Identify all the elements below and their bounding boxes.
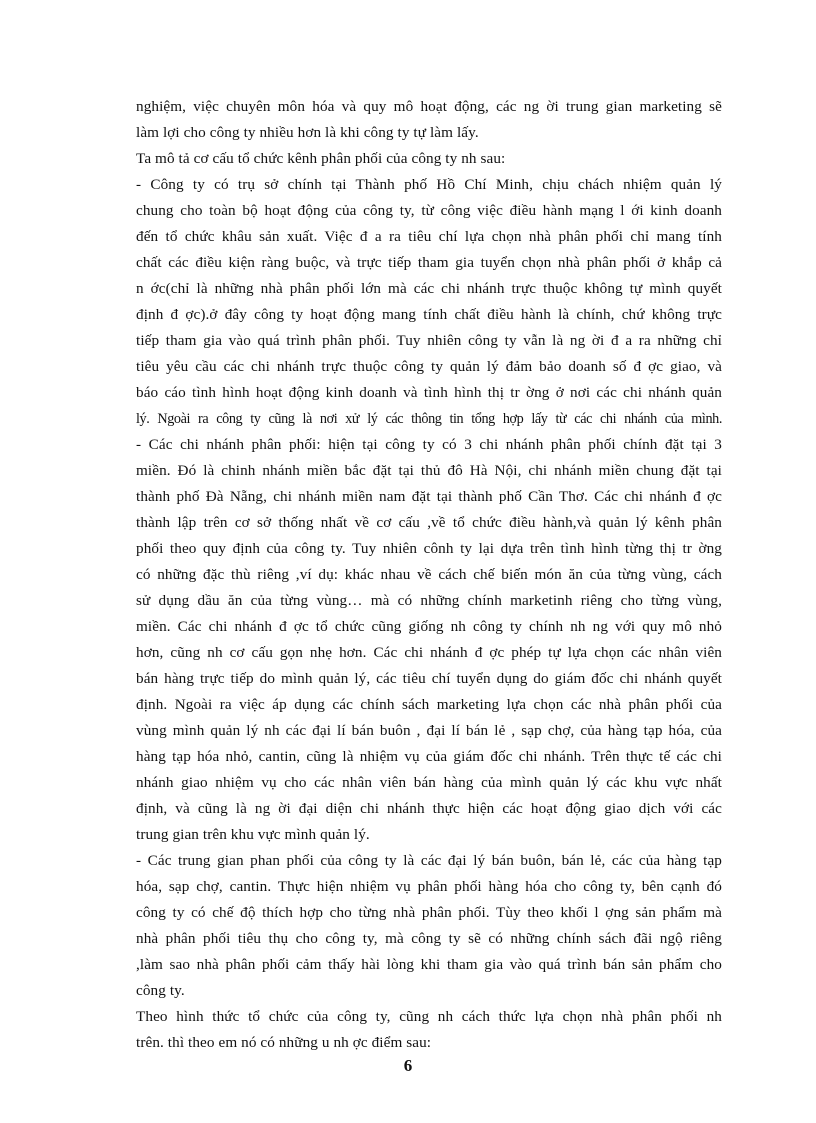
text-line: nghiệm, việc chuyên môn hóa và quy mô hoạt động, các ng ời trung gian marketing sẽ [136,98,722,115]
text-line: thành phố Đà Nẵng, chi nhánh miền nam đặt tại thành phố Cần Thơ. Các chi nhánh đ ợc [136,488,722,505]
text-line: trên. thì theo em nó có những u nh ợc điểm sau: [136,1034,432,1051]
text-line: nhà phân phối tiêu thụ cho công ty, mà công ty sẽ có những chính sách đãi ngộ riêng [136,930,722,947]
text-line: tiếp tham gia vào quá trình phân phối. Tuy nhiên công ty vẫn là ng ời đ a ra những chỉ [136,332,722,349]
text-line: lý. Ngoài ra công ty cũng là nơi xử lý các thông tin tổng hợp lấy từ các chi nhánh của mình. [136,411,722,427]
text-line: định. Ngoài ra việc áp dụng các chính sách marketing lựa chọn các nhà phân phối của [136,696,722,713]
text-line: định, và cũng là ng ời đại diện chi nhánh thực hiện các hoạt động giao dịch với các [136,800,722,817]
text-line: trung gian trên khu vực mình quản lý. [136,826,370,843]
text-line: phối theo quy định của công ty. Tuy nhiên cônh ty lại dựa trên tình hình từng thị tr ờng [136,540,722,557]
text-line: miền. Đó là chinh nhánh miền bắc đặt tại thủ đô Hà Nội, chi nhánh miền chung đặt tại [136,462,722,479]
text-line: n ớc(chỉ là những nhà phân phối lớn mà các chi nhánh trực thuộc không tự mình quyết [136,280,722,297]
text-line: Ta mô tả cơ cấu tổ chức kênh phân phối của công ty nh sau: [136,150,506,167]
text-line: thành lập trên cơ sở thống nhất về cơ cấu ,về tổ chức điều hành,và quản lý kênh phân [136,514,722,531]
text-line: công ty. [136,982,185,999]
text-line: chất các điều kiện ràng buộc, và trực tiếp tham gia tuyển chọn nhà phân phối ở khắp cả [136,254,722,271]
text-line: làm lợi cho công ty nhiều hơn là khi công ty tự làm lấy. [136,124,479,141]
text-line: ,làm sao nhà phân phối cảm thấy hài lòng khi tham gia vào quá trình bán sản phẩm cho [136,956,722,973]
text-line: chung cho toàn bộ hoạt động của công ty, từ công việc điều hành mạng l ới kinh doanh [136,202,722,219]
text-line: miền. Các chi nhánh đ ợc tổ chức cũng giống nh công ty chính nh ng với quy mô nhỏ [136,618,722,635]
text-line: vùng mình quản lý nh các đại lí bán buôn , đại lí bán lẻ , sạp chợ, của hàng tạp hóa, của [136,722,722,739]
text-line: công ty có chế độ thích hợp cho từng nhà phân phối. Tùy theo khối l ợng sản phẩm mà [136,904,722,921]
text-line: nhánh giao nhiệm vụ cho các nhân viên bán hàng của mình quản lý các khu vực nhất [136,774,722,791]
text-line: có những đặc thù riêng ,ví dụ: khác nhau về cách chế biến món ăn của từng vùng, cách [136,566,722,583]
text-line: hàng tạp hóa nhỏ, cantin, cũng là nhiệm vụ của giám đốc chi nhánh. Trên thực tế các chi [136,748,722,765]
text-line: bán hàng trực tiếp do mình quản lý, các tiêu chí tuyển dụng do giám đốc chi nhánh quyết [136,670,722,687]
text-line: - Các trung gian phan phối của công ty là các đại lý bán buôn, bán lẻ, các của hàng tạp [136,852,722,869]
text-line: định đ ợc).ở đây công ty hoạt động mang tính chất điều hành là chính, chứ không trực [136,306,722,323]
text-line: báo cáo tình hình hoạt động kinh doanh và tình hình thị tr ờng ở nơi các chi nhánh quản [136,384,722,401]
text-line: Theo hình thức tổ chức của công ty, cũng nh cách thức lựa chọn nhà phân phối nh [136,1008,722,1025]
text-line: sử dụng dầu ăn của từng vùng… mà có những chính marketinh riêng cho từng vùng, [136,592,722,609]
page-number: 6 [403,1056,413,1075]
text-line: tiêu yêu cầu các chi nhánh trực thuộc công ty quản lý đảm bảo doanh số đ ợc giao, và [136,358,722,375]
text-line: - Công ty có trụ sở chính tại Thành phố Hồ Chí Minh, chịu chách nhiệm quản lý [136,176,722,193]
text-line: đến tổ chức khâu sản xuất. Việc đ a ra tiêu chí lựa chọn nhà phân phối chỉ mang tính [136,228,722,245]
text-line: hóa, sạp chợ, cantin. Thực hiện nhiệm vụ phân phối hàng hóa cho công ty, bên cạnh đó [136,878,722,895]
text-line: - Các chi nhánh phân phối: hiện tại công ty có 3 chi nhánh phân phối chính đặt tại 3 [136,436,722,453]
text-line: hơn, cũng nh cơ cấu gọn nhẹ hơn. Các chi nhánh đ ợc phép tự lựa chọn các nhân viên [136,644,722,661]
